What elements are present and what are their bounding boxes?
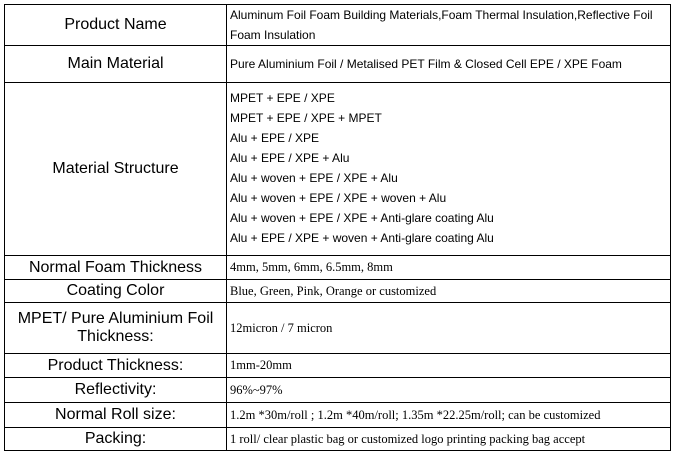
main-material-value: Pure Aluminium Foil / Metalised PET Film & Closed Cell EPE / XPE Foam bbox=[227, 46, 671, 83]
product-name-value: Aluminum Foil Foam Building Materials,Foam Thermal Insulation,Reflective Foil Foam Insulation bbox=[227, 5, 671, 46]
roll-size-label: Normal Roll size: bbox=[5, 403, 227, 428]
structure-line: Alu + EPE / XPE + Alu bbox=[230, 151, 350, 166]
structure-line: MPET + EPE / XPE bbox=[230, 91, 335, 106]
structure-line: Alu + EPE / XPE bbox=[230, 131, 320, 146]
table-row bbox=[5, 403, 671, 428]
structure-line: MPET + EPE / XPE + MPET bbox=[230, 111, 382, 126]
table-row bbox=[5, 5, 671, 46]
foil-thickness-value: 12micron / 7 micron bbox=[227, 303, 671, 354]
foam-thickness-value: 4mm, 5mm, 6mm, 6.5mm, 8mm bbox=[227, 256, 671, 280]
coating-color-label: Coating Color bbox=[5, 280, 227, 303]
table-row bbox=[5, 280, 671, 303]
foam-thickness-label: Normal Foam Thickness bbox=[5, 256, 227, 280]
label-line: MPET/ Pure Aluminium Foil bbox=[17, 310, 214, 327]
table-row bbox=[5, 428, 671, 451]
packing-label: Packing: bbox=[5, 428, 227, 451]
structure-line: Alu + EPE / XPE + woven + Anti-glare coating Alu bbox=[230, 230, 494, 245]
structure-line: Alu + woven + EPE / XPE + woven + Alu bbox=[230, 190, 447, 205]
roll-size-value: 1.2m *30m/roll ; 1.2m *40m/roll; 1.35m *22.25m/roll; can be customized bbox=[227, 403, 671, 428]
product-name-label: Product Name bbox=[5, 5, 227, 46]
reflectivity-value: 96%~97% bbox=[227, 378, 671, 403]
product-thickness-label: Product Thickness: bbox=[5, 354, 227, 378]
table-row bbox=[5, 354, 671, 378]
foil-thickness-label bbox=[5, 303, 227, 354]
main-material-label: Main Material bbox=[5, 46, 227, 83]
label-line: Thickness: bbox=[77, 328, 154, 345]
product-spec-table bbox=[4, 4, 671, 451]
material-structure-label: Material Structure bbox=[5, 83, 227, 256]
structure-line: Alu + woven + EPE / XPE + Alu bbox=[230, 171, 398, 185]
coating-color-value: Blue, Green, Pink, Orange or customized bbox=[227, 280, 671, 303]
packing-value: 1 roll/ clear plastic bag or customized logo printing packing bag accept bbox=[227, 428, 671, 451]
table-row bbox=[5, 378, 671, 403]
structure-line: Alu + woven + EPE / XPE + Anti-glare coating Alu bbox=[230, 210, 494, 225]
reflectivity-label: Reflectivity: bbox=[5, 378, 227, 403]
table-row bbox=[5, 303, 671, 354]
table-row bbox=[5, 256, 671, 280]
material-structure-value bbox=[227, 83, 671, 256]
table-row bbox=[5, 83, 671, 256]
table-row bbox=[5, 46, 671, 83]
product-thickness-value: 1mm-20mm bbox=[227, 354, 671, 378]
